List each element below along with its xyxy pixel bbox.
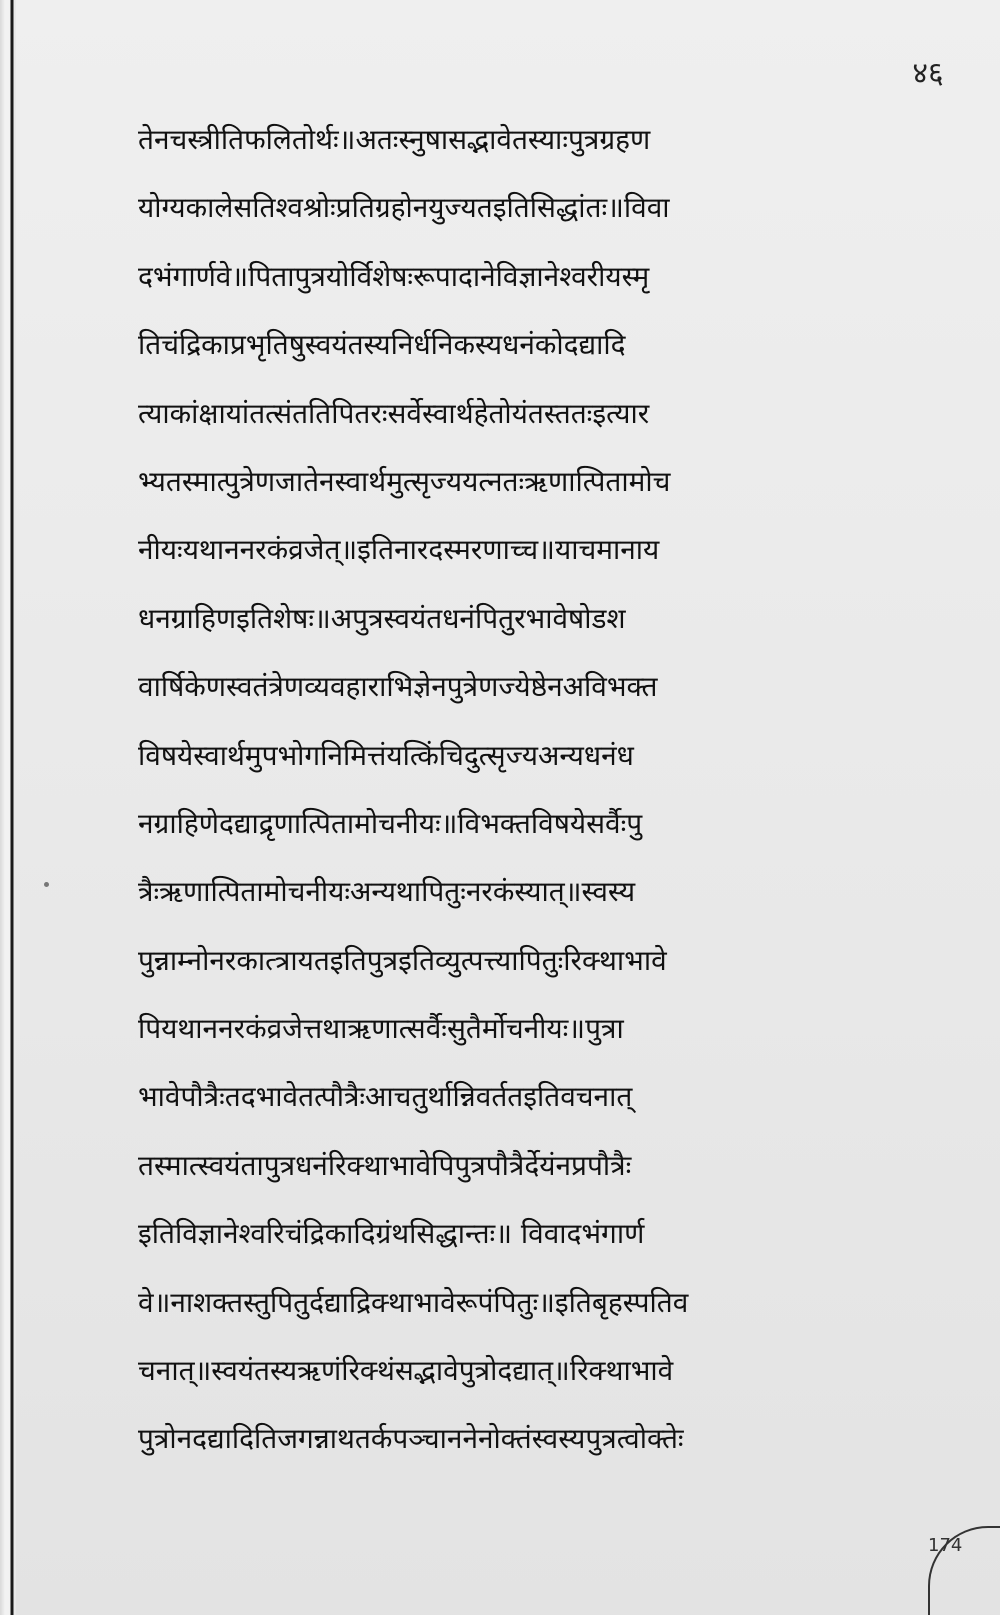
text-line-17: इतिविज्ञानेश्वरिचंद्रिकादिग्रंथसिद्धान्तः॥ विवादभंगार्ण bbox=[138, 1217, 645, 1251]
text-line-2: योग्यकालेसतिश्वश्रोःप्रतिग्रहोनयुज्यतइतिसिद्धांतः॥विवा bbox=[138, 191, 670, 225]
text-line-6: भ्यतस्मात्पुत्रेणजातेनस्वार्थमुत्सृज्ययत्नतःऋणात्पितामोच bbox=[138, 464, 671, 498]
text-line-7: नीयःयथाननरकंव्रजेत्॥इतिनारदस्मरणाच्च॥याचमानाय bbox=[138, 533, 660, 567]
text-line-9: वार्षिकेणस्वतंत्रेणव्यवहाराभिज्ञेनपुत्रेणज्येष्ठेनअविभक्त bbox=[138, 670, 658, 704]
page-left-edge bbox=[0, 0, 16, 1615]
text-line-3: दभंगार्णवे॥पितापुत्रयोर्विशेषःरूपादानेविज्ञानेश्वरीयस्मृ bbox=[138, 259, 650, 293]
manuscript-text bbox=[138, 118, 878, 1486]
text-line-20: पुत्रोनदद्यादितिजगन्नाथतर्कपञ्चाननेनोक्तंस्वस्यपुत्रत्वोक्तेः bbox=[138, 1422, 684, 1456]
text-line-10: विषयेस्वार्थमुपभोगनिमित्तंयत्किंचिदुत्सृज्यअन्यधनंध bbox=[138, 738, 634, 772]
text-line-5: त्याकांक्षायांतत्संततिपितरःसर्वेस्वार्थहेतोयंतस्ततःइत्यार bbox=[138, 396, 650, 430]
text-line-11: नग्राहिणेदद्याद्रृणात्पितामोचनीयः॥विभक्तविषयेसर्वैःपु bbox=[138, 806, 643, 840]
text-line-4: तिचंद्रिकाप्रभृतिषुस्वयंतस्यनिर्धनिकस्यधनंकोदद्यादि bbox=[138, 328, 626, 362]
text-line-16: तस्मात्स्वयंतापुत्रधनंरिक्थाभावेपिपुत्रपौत्रैर्देयंनप्रपौत्रैः bbox=[138, 1148, 632, 1182]
text-line-8: धनग्राहिणइतिशेषः॥अपुत्रस्वयंतधनंपितुरभावेषोडश bbox=[138, 601, 626, 635]
text-line-12: त्रैःऋणात्पितामोचनीयःअन्यथापितुःनरकंस्यात्॥स्वस्य bbox=[138, 875, 636, 909]
text-line-19: चनात्॥स्वयंतस्यऋणंरिक्थंसद्भावेपुत्रोदद्यात्॥रिक्थाभावे bbox=[138, 1354, 674, 1388]
page-number: ४६ bbox=[912, 56, 944, 91]
text-line-1: तेनचस्त्रीतिफलितोर्थः॥अतःस्नुषासद्भावेतस्याःपुत्रग्रहण bbox=[138, 123, 651, 156]
ink-speck bbox=[44, 882, 49, 887]
text-line-15: भावेपौत्रैःतदभावेतत्पौत्रैःआचतुर्थान्निवर्ततइतिवचनात् bbox=[138, 1080, 633, 1114]
text-line-14: पियथाननरकंव्रजेत्तथाऋणात्सर्वैःसुतैर्मोचनीयः॥पुत्रा bbox=[138, 1012, 624, 1046]
text-line-13: पुन्नाम्नोनरकात्त्रायतइतिपुत्रइतिव्युत्पत्त्यापितुःरिक्थाभावे bbox=[138, 943, 667, 977]
text-line-18: वे॥नाशक्तस्तुपितुर्दद्याद्रिक्थाभावेरूपंपितुः॥इतिबृहस्पतिव bbox=[138, 1285, 689, 1319]
folio-number: 174 bbox=[928, 1535, 963, 1556]
